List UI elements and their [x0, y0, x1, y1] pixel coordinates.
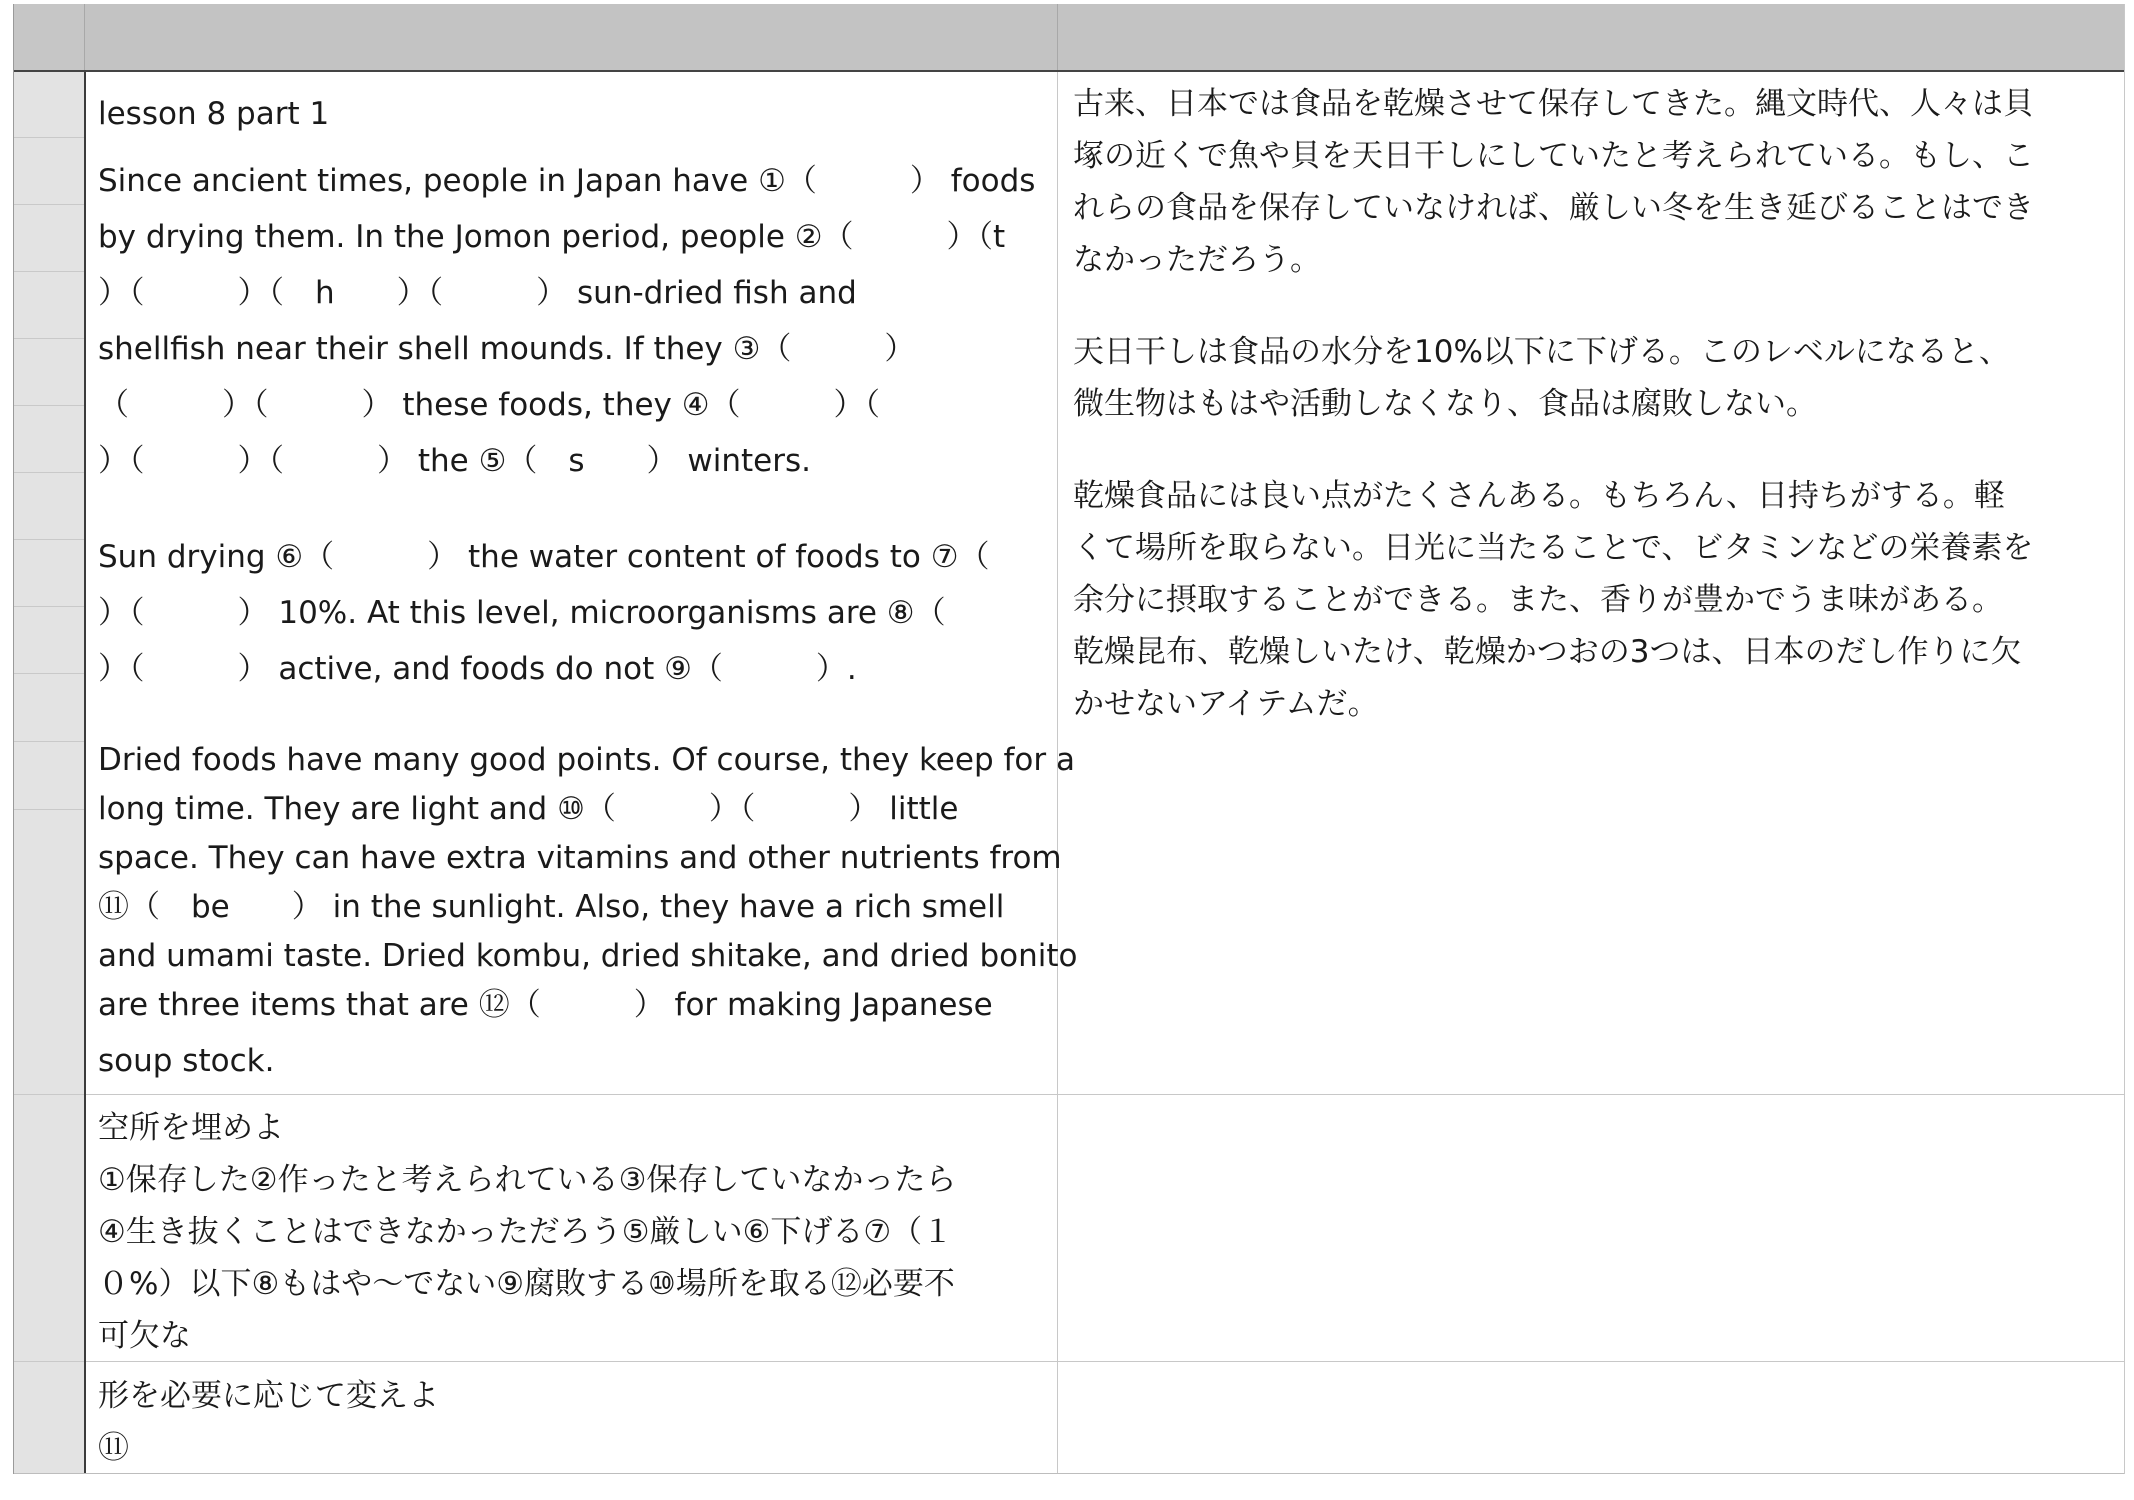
passage-line: shellfish near their shell mounds. If they ③（ ） — [98, 331, 916, 367]
header-divider — [14, 70, 2124, 72]
translation-line: 微生物はもはや活動しなくなり、食品は腐敗しない。 — [1073, 386, 1817, 422]
row-header[interactable] — [14, 138, 84, 205]
row-header[interactable] — [14, 742, 84, 810]
answer-line: ①保存した②作ったと考えられている③保存していなかったら — [98, 1162, 957, 1198]
frozen-column-divider — [84, 72, 86, 1474]
cell-b1-japanese-translation[interactable] — [1073, 78, 2034, 730]
corner-header[interactable] — [14, 4, 85, 70]
row-header[interactable] — [14, 406, 84, 473]
cell-b3-empty[interactable] — [1058, 1362, 2124, 1473]
row-header[interactable] — [14, 540, 84, 607]
passage-line: soup stock. — [98, 1043, 275, 1079]
translation-line: なかっただろう。 — [1073, 242, 1321, 278]
passage-line: and umami taste. Dried kombu, dried shitake, and dried bonito — [98, 938, 1078, 974]
translation-line: 塚の近くで魚や貝を天日干しにしていたと考えられている。もし、こ — [1073, 138, 2034, 174]
row-header[interactable] — [14, 674, 84, 742]
instruction-heading: 形を必要に応じて変えよ — [98, 1378, 439, 1414]
cell-b2-empty[interactable] — [1058, 1095, 2124, 1361]
row-header[interactable] — [14, 810, 84, 1095]
cell-a2-fill-in-answers[interactable] — [98, 1102, 956, 1362]
row-header[interactable] — [14, 473, 84, 540]
translation-line: 古来、日本では食品を乾燥させて保存してきた。縄文時代、人々は貝 — [1073, 86, 2034, 122]
passage-line: ）（ ） active, and foods do not ⑨（ ）. — [98, 651, 857, 687]
paragraph-gap — [1073, 286, 2034, 326]
passage-line: space. They can have extra vitamins and other nutrients from — [98, 840, 1062, 876]
translation-line: 乾燥食品には良い点がたくさんある。もちろん、日持ちがする。軽 — [1073, 478, 2005, 514]
cell-a1-english-passage[interactable] — [98, 86, 1077, 1089]
passage-line: Since ancient times, people in Japan have ①（ ） foods — [98, 163, 1036, 199]
translation-line: れらの食品を保存していなければ、厳しい冬を生き延びることはでき — [1073, 190, 2034, 226]
column-header-a[interactable] — [85, 4, 1058, 70]
row-header[interactable] — [14, 272, 84, 339]
row-header[interactable] — [14, 339, 84, 406]
translation-line: くて場所を取らない。日光に当たることで、ビタミンなどの栄養素を — [1073, 530, 2034, 566]
answer-line: 可欠な — [98, 1318, 191, 1354]
passage-line: ）（ ）（ ） the ⑤（ s ） winters. — [98, 443, 811, 479]
lesson-title: lesson 8 part 1 — [98, 96, 330, 132]
paragraph-gap — [98, 697, 1077, 739]
row-header[interactable] — [14, 607, 84, 674]
passage-line: long time. They are light and ⑩（ ）（ ） little — [98, 791, 959, 827]
instruction-heading: 空所を埋めよ — [98, 1110, 284, 1146]
translation-line: かせないアイテムだ。 — [1073, 686, 1379, 722]
row-header[interactable] — [14, 72, 84, 138]
row-header[interactable] — [14, 205, 84, 272]
column-header-b[interactable] — [1058, 4, 2124, 70]
translation-line: 乾燥昆布、乾燥しいたけ、乾燥かつおの3つは、日本のだし作りに欠 — [1073, 634, 2022, 670]
answer-line: ０%）以下⑧もはや〜でない⑨腐敗する⑩場所を取る⑫必要不 — [98, 1266, 955, 1302]
spreadsheet — [13, 4, 2125, 1474]
translation-line: 余分に摂取することができる。また、香りが豊かでうま味がある。 — [1073, 582, 2003, 618]
passage-line: ）（ ） 10%. At this level, microorganisms are ⑧（ — [98, 595, 946, 631]
paragraph-gap — [1073, 430, 2034, 470]
passage-line: （ ）（ ） these foods, they ④（ ）（ — [98, 387, 881, 423]
passage-line: Sun drying ⑥（ ） the water content of foods to ⑦（ — [98, 539, 990, 575]
passage-line: by drying them. In the Jomon period, people ②（ ）（t — [98, 219, 1006, 255]
row-header[interactable] — [14, 1095, 84, 1362]
answer-line: ⑪ — [98, 1430, 129, 1466]
cell-a3-change-form[interactable] — [98, 1370, 439, 1474]
passage-line: ）（ ）（ h ）（ ） sun-dried fish and — [98, 275, 857, 311]
answer-line: ④生き抜くことはできなかっただろう⑤厳しい⑥下げる⑦（１ — [98, 1214, 954, 1250]
passage-line: are three items that are ⑫（ ） for making Japanese — [98, 987, 993, 1023]
passage-line: ⑪（ be ） in the sunlight. Also, they have a rich smell — [98, 889, 1005, 925]
passage-line: Dried foods have many good points. Of course, they keep for a — [98, 742, 1075, 778]
translation-line: 天日干しは食品の水分を10%以下に下げる。このレベルになると、 — [1073, 334, 2010, 370]
paragraph-gap — [98, 489, 1077, 529]
row-header[interactable] — [14, 1362, 84, 1473]
